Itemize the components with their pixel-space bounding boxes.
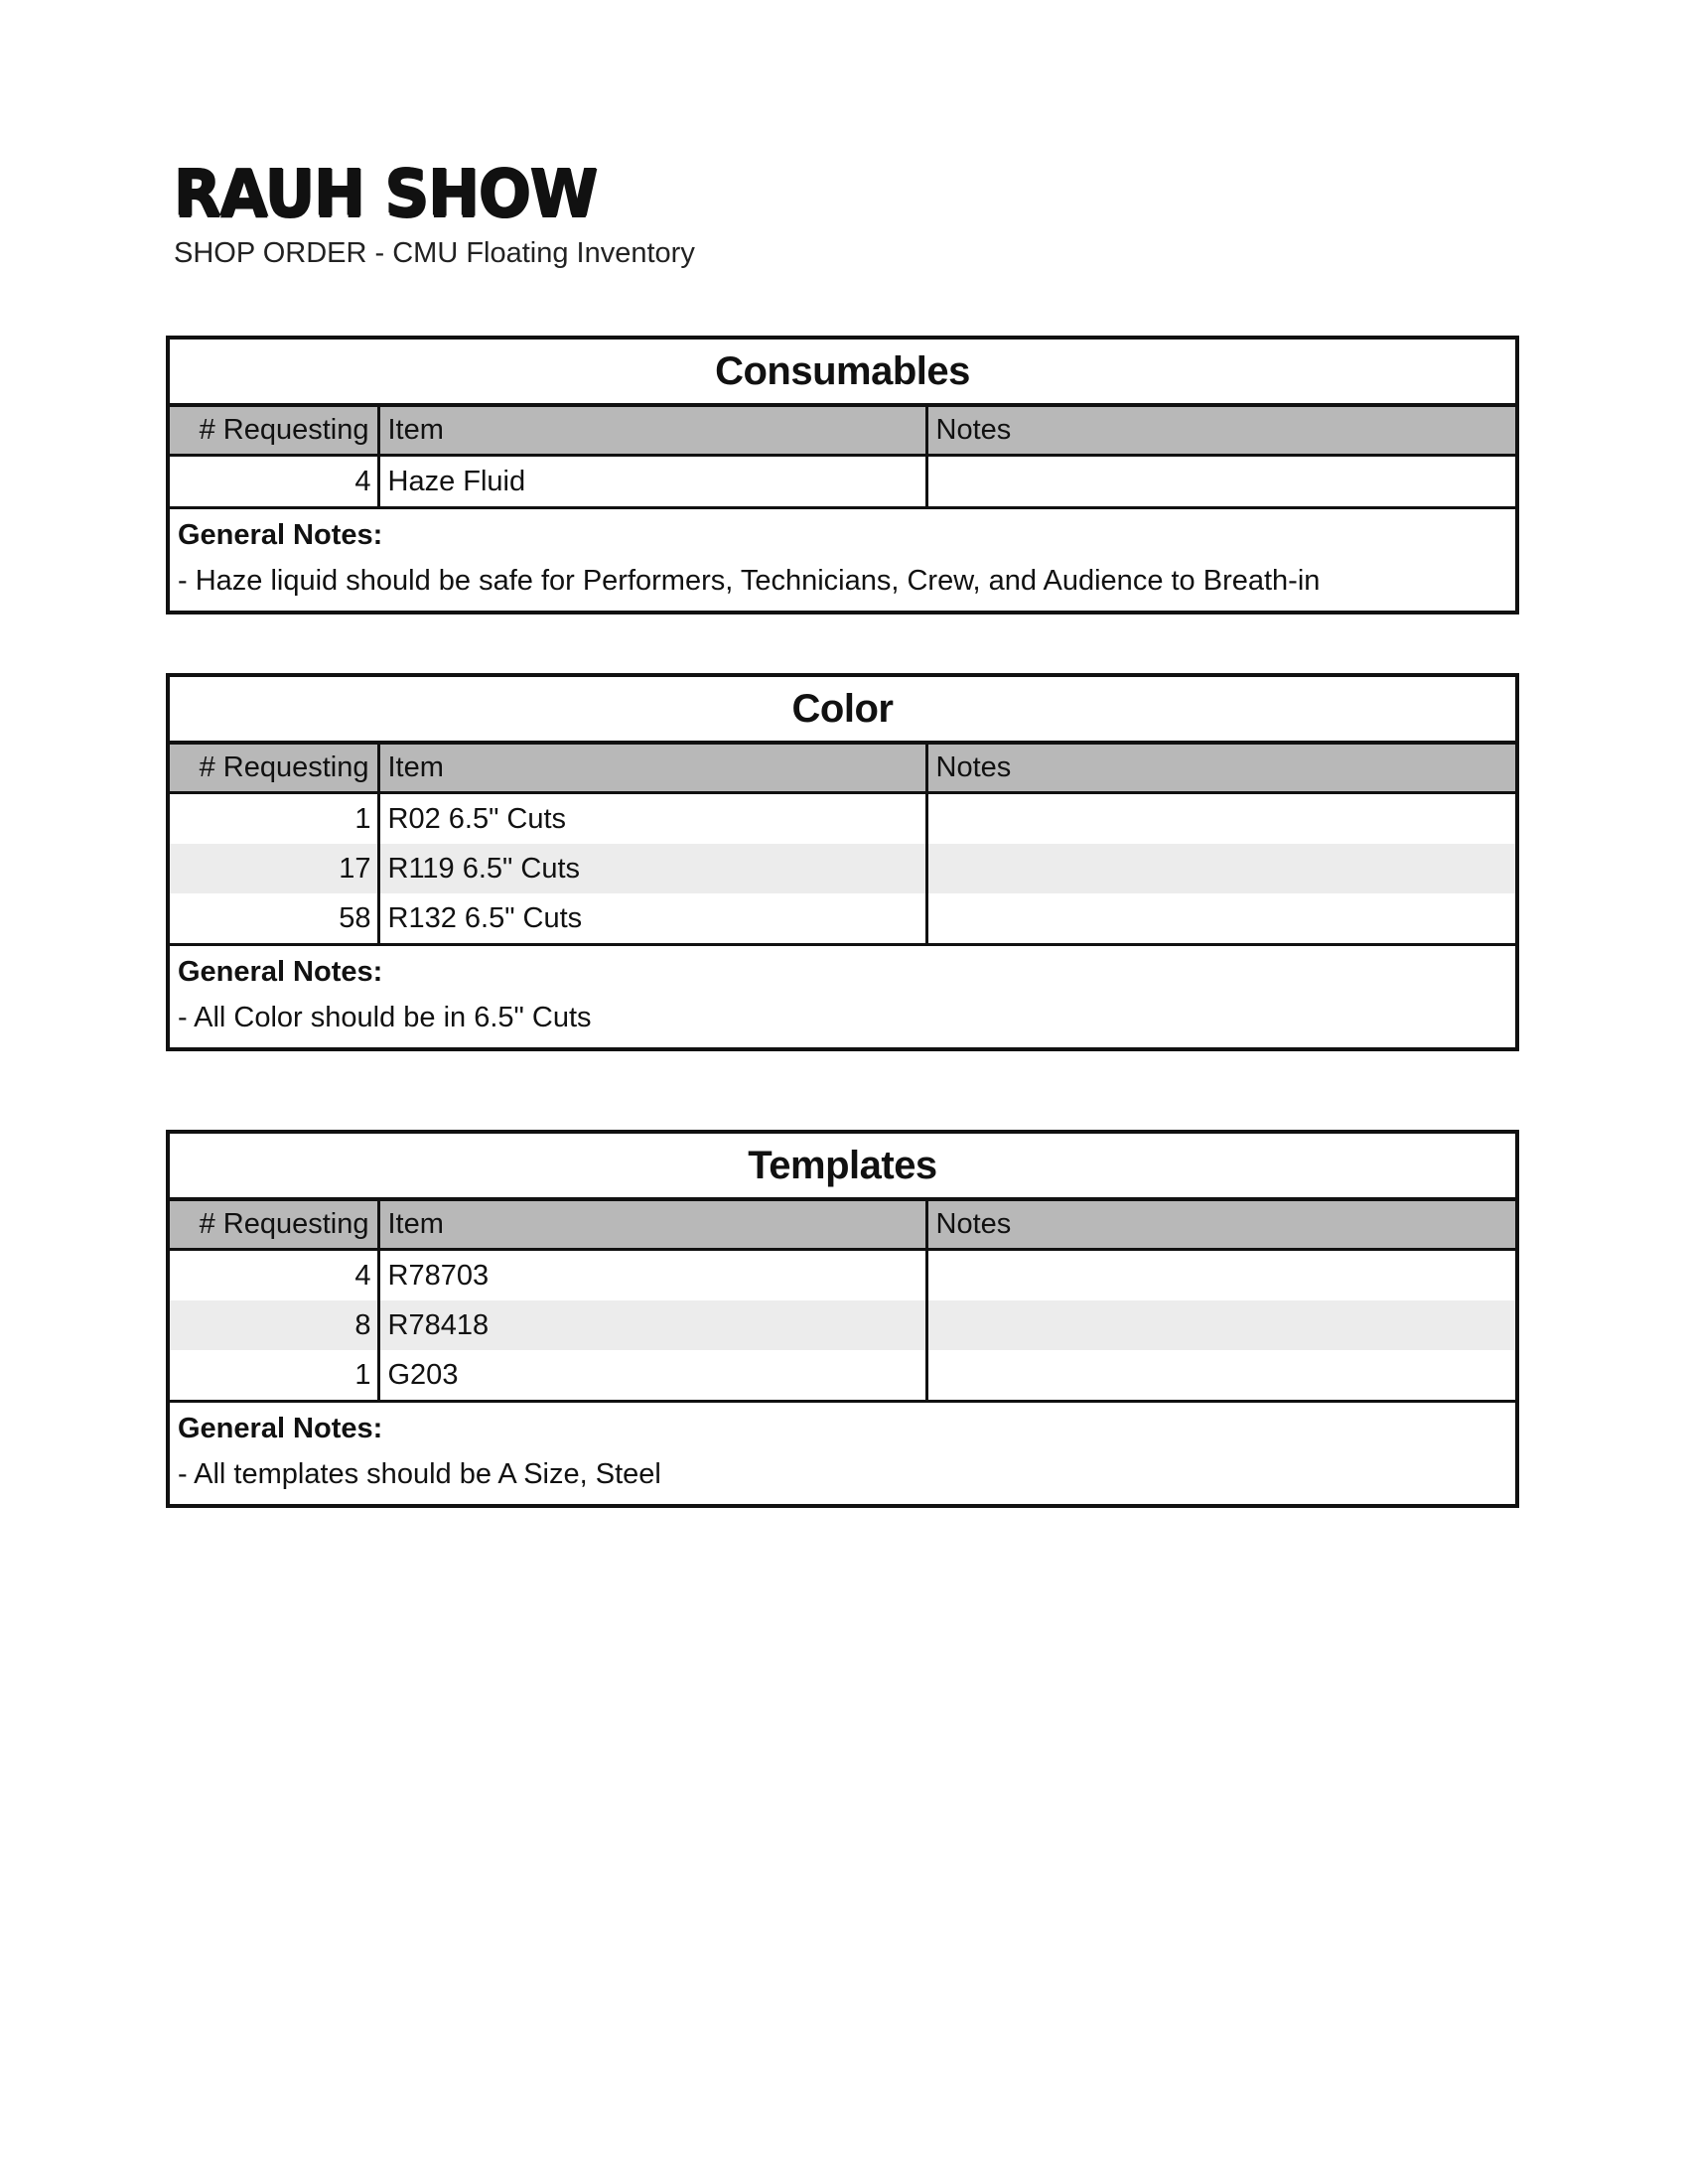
qty-cell: 58 [170, 893, 378, 945]
qty-cell: 1 [170, 1350, 378, 1402]
item-cell: R78703 [378, 1250, 926, 1301]
item-cell: Haze Fluid [378, 456, 926, 508]
page-header [174, 154, 695, 270]
general-notes-label: General Notes: [178, 1413, 383, 1444]
table-row [170, 844, 1515, 893]
table-header-row [170, 407, 1515, 456]
notes-cell [926, 456, 1515, 508]
table-header-row [170, 1201, 1515, 1250]
page-subtitle: SHOP ORDER - CMU Floating Inventory [174, 237, 695, 269]
column-header-qty: # Requesting [170, 407, 378, 456]
table-row [170, 456, 1515, 508]
general-notes-text: - All Color should be in 6.5" Cuts [178, 1002, 592, 1033]
templates-table [170, 1201, 1515, 1403]
consumables-table [170, 407, 1515, 509]
column-header-item: Item [378, 745, 926, 793]
column-header-qty: # Requesting [170, 745, 378, 793]
show-logo: RAUH SHOW [174, 154, 598, 231]
qty-cell: 8 [170, 1300, 378, 1350]
item-cell: R119 6.5" Cuts [378, 844, 926, 893]
qty-cell: 4 [170, 456, 378, 508]
column-header-item: Item [378, 407, 926, 456]
section-title: Templates [170, 1134, 1515, 1201]
column-header-notes: Notes [926, 1201, 1515, 1250]
column-header-item: Item [378, 1201, 926, 1250]
notes-cell [926, 893, 1515, 945]
consumables-section [166, 336, 1519, 614]
general-notes [170, 509, 1515, 611]
section-title: Consumables [170, 340, 1515, 407]
column-header-notes: Notes [926, 745, 1515, 793]
column-header-notes: Notes [926, 407, 1515, 456]
table-row [170, 1250, 1515, 1301]
table-row [170, 893, 1515, 945]
notes-cell [926, 793, 1515, 845]
qty-cell: 17 [170, 844, 378, 893]
notes-cell [926, 1350, 1515, 1402]
table-row [170, 793, 1515, 845]
table-header-row [170, 745, 1515, 793]
notes-cell [926, 1250, 1515, 1301]
column-header-qty: # Requesting [170, 1201, 378, 1250]
color-section [166, 673, 1519, 1051]
qty-cell: 1 [170, 793, 378, 845]
color-table [170, 745, 1515, 946]
item-cell: R78418 [378, 1300, 926, 1350]
notes-cell [926, 1300, 1515, 1350]
item-cell: G203 [378, 1350, 926, 1402]
qty-cell: 4 [170, 1250, 378, 1301]
templates-section [166, 1130, 1519, 1508]
table-row [170, 1350, 1515, 1402]
general-notes [170, 946, 1515, 1047]
general-notes-label: General Notes: [178, 956, 383, 988]
general-notes [170, 1403, 1515, 1504]
item-cell: R02 6.5" Cuts [378, 793, 926, 845]
section-title: Color [170, 677, 1515, 745]
table-row [170, 1300, 1515, 1350]
general-notes-text: - All templates should be A Size, Steel [178, 1458, 661, 1490]
general-notes-text: - Haze liquid should be safe for Performers, Technicians, Crew, and Audience to Breath-in [178, 565, 1321, 597]
general-notes-label: General Notes: [178, 519, 383, 551]
item-cell: R132 6.5" Cuts [378, 893, 926, 945]
notes-cell [926, 844, 1515, 893]
